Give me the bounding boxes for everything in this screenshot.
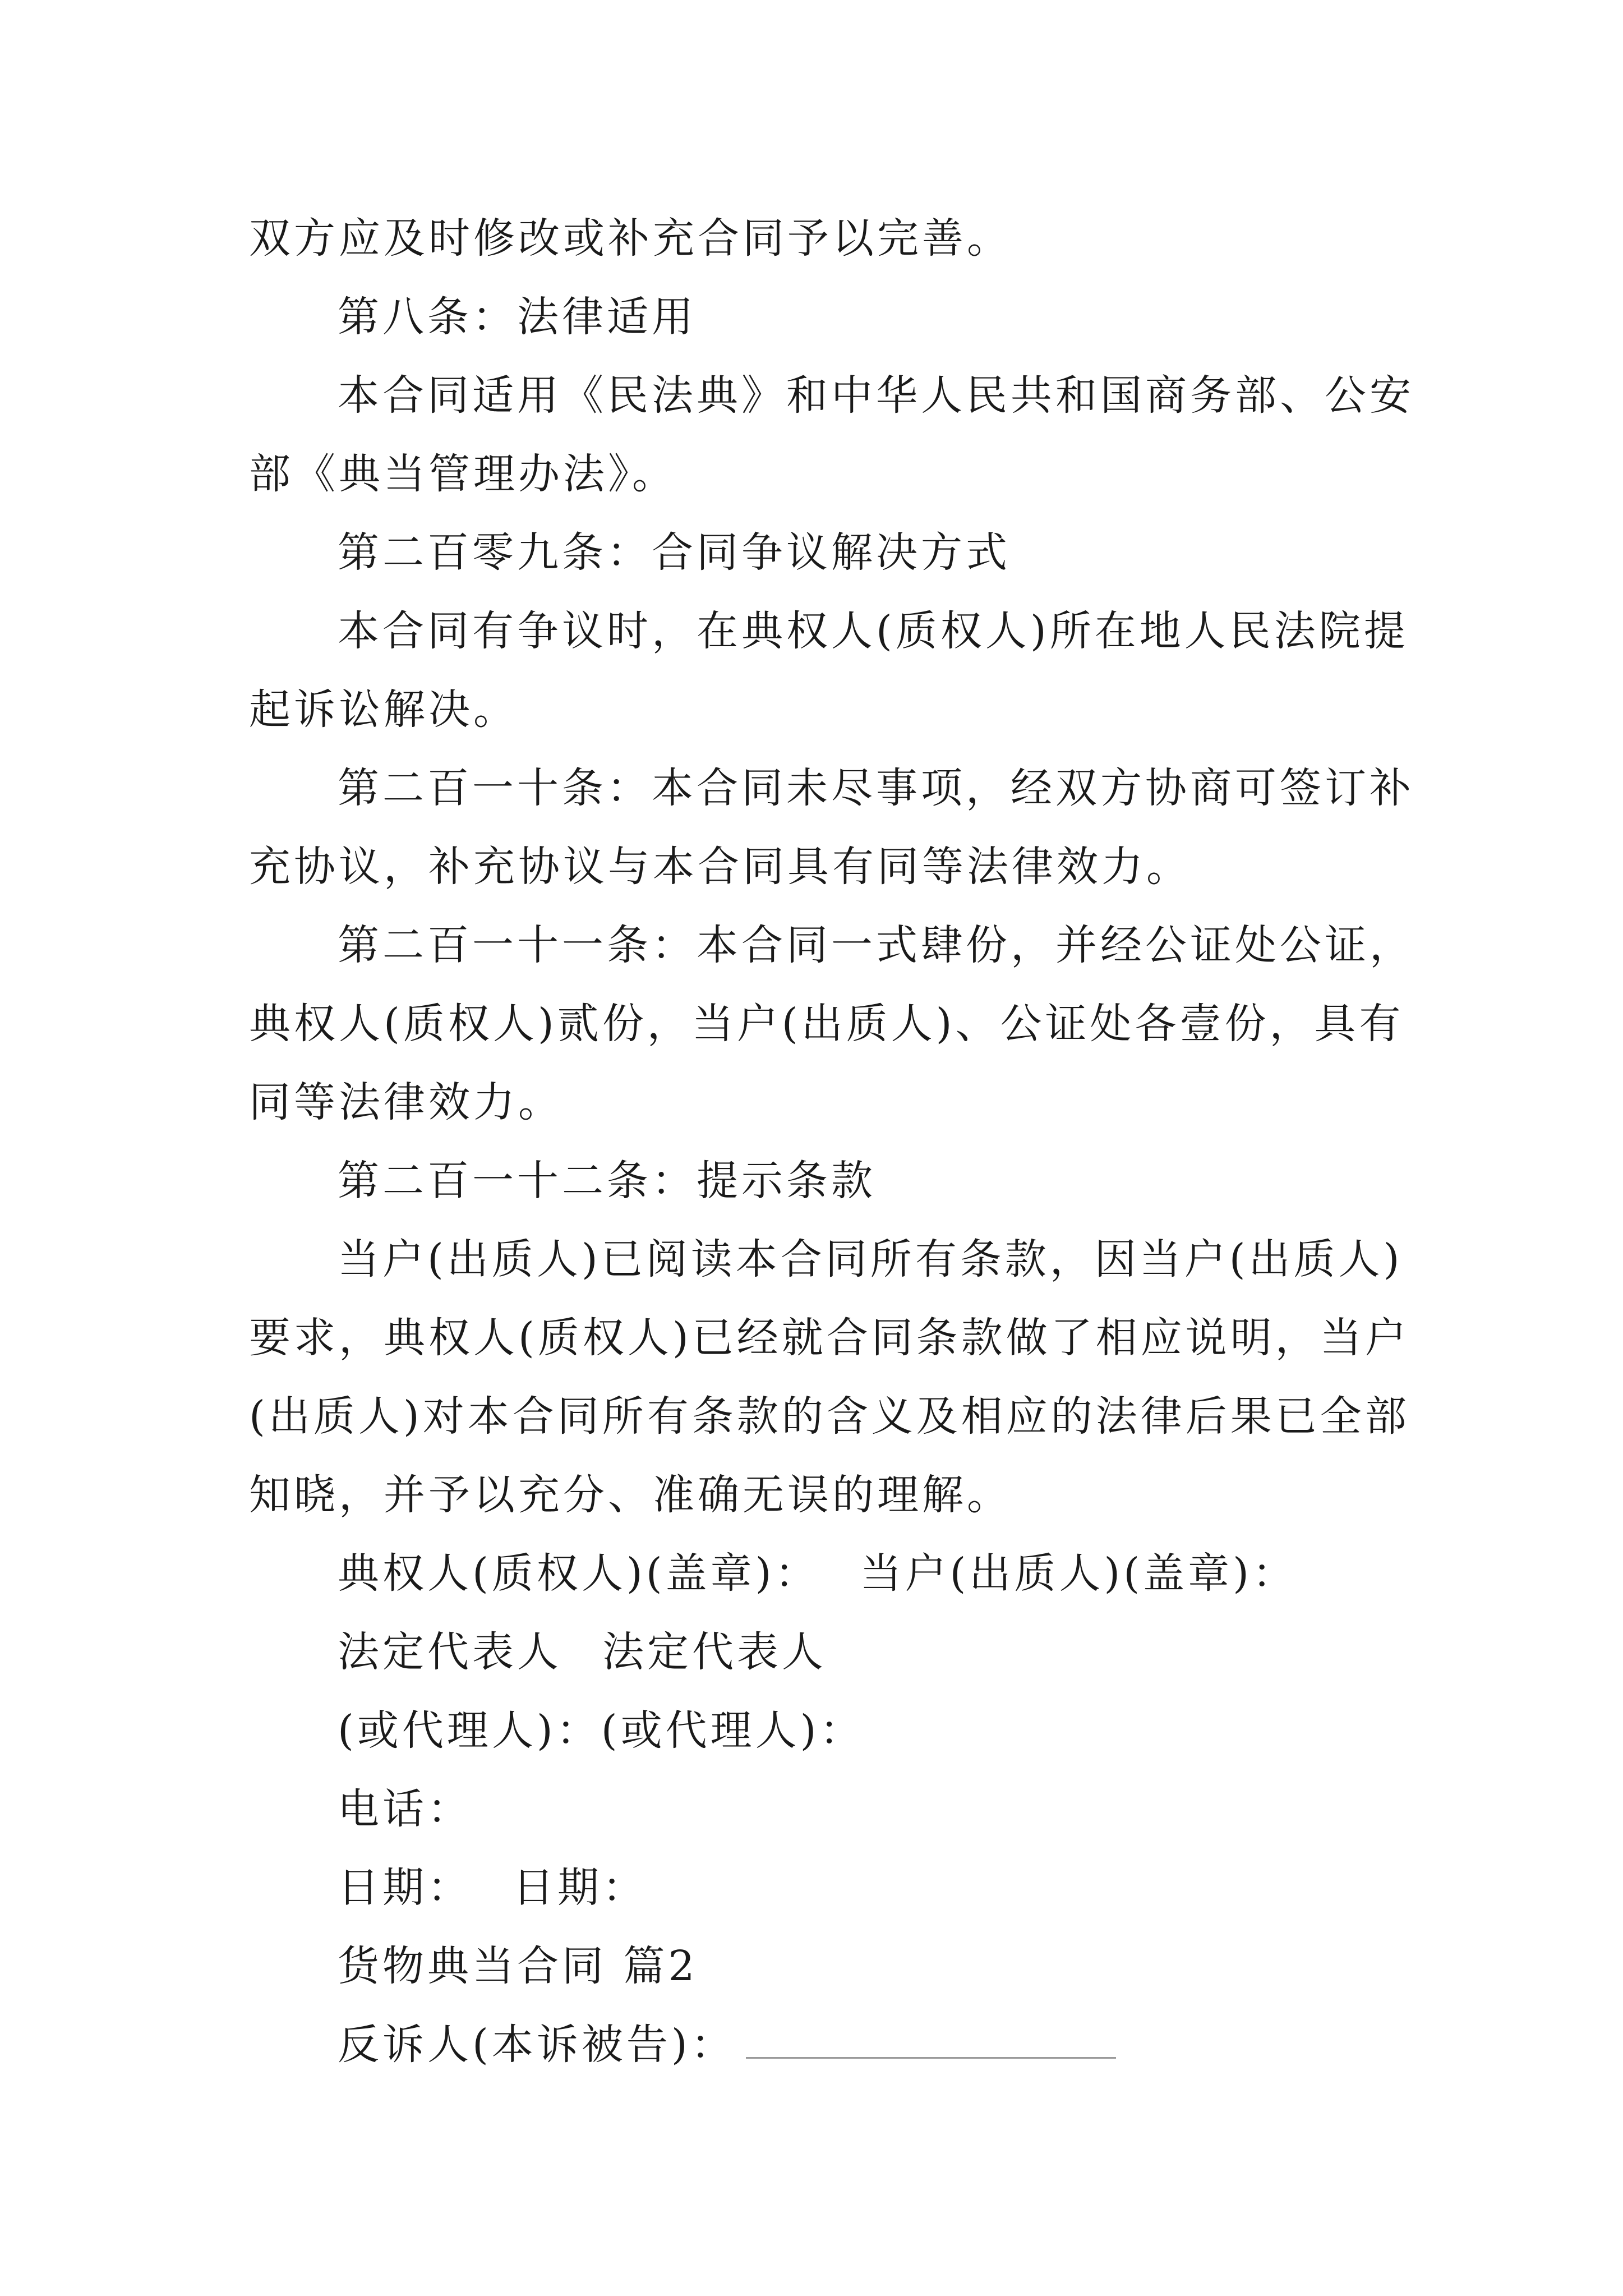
applicable-law-line-2: 部《典当管理办法》。 — [249, 450, 677, 498]
date-right-label: 日期： — [513, 1864, 647, 1912]
paragraph-continuation: 双方应及时修改或补充合同予以完善。 — [249, 214, 1012, 263]
date-left-label: 日期： — [338, 1864, 472, 1912]
document-body — [249, 199, 1414, 2084]
article-211-line-1: 第二百一十一条：本合同一式肆份，并经公证处公证， — [338, 921, 1414, 969]
notice-clause-line-3: (出质人)对本合同所有条款的含义及相应的法律后果已全部 — [249, 1392, 1410, 1441]
section-title: 货物典当合同 篇2 — [338, 1942, 698, 1990]
agent-line: (或代理人)：(或代理人)： — [338, 1706, 865, 1755]
notice-clause-line-1: 当户(出质人)已阅读本合同所有条款，因当户(出质人) — [338, 1235, 1403, 1283]
phone-line: 电话： — [338, 1785, 472, 1833]
article-209-heading: 第二百零九条：合同争议解决方式 — [338, 528, 1011, 577]
legal-rep-right-label: 法定代表人 — [602, 1628, 827, 1676]
legal-representative-line — [249, 1613, 1387, 1691]
dispute-resolution-line-1: 本合同有争议时，在典权人(质权人)所在地人民法院提 — [338, 607, 1409, 655]
applicable-law-line-1: 本合同适用《民法典》和中华人民共和国商务部、公安 — [338, 371, 1414, 420]
article-211-line-3: 同等法律效力。 — [249, 1078, 563, 1126]
pawnee-seal-label: 典权人(质权人)(盖章)： — [338, 1549, 820, 1598]
counterclaim-line — [249, 2005, 1387, 2084]
pawnor-seal-label: 当户(出质人)(盖章)： — [860, 1549, 1297, 1598]
counterclaim-label: 反诉人(本诉被告)： — [338, 2021, 736, 2069]
dispute-resolution-line-2: 起诉讼解决。 — [249, 685, 518, 734]
article-210-line-1: 第二百一十条：本合同未尽事项，经双方协商可签订补 — [338, 764, 1414, 812]
fill-in-blank — [746, 2055, 1116, 2059]
notice-clause-line-2: 要求，典权人(质权人)已经就合同条款做了相应说明，当户 — [249, 1314, 1410, 1362]
article-8-heading: 第八条：法律适用 — [338, 293, 697, 341]
signature-seal-line — [249, 1534, 1387, 1613]
article-211-line-2: 典权人(质权人)贰份，当户(出质人)、公证处各壹份，具有 — [249, 1000, 1404, 1048]
notice-clause-line-4: 知晓，并予以充分、准确无误的理解。 — [249, 1471, 1012, 1519]
article-212-heading: 第二百一十二条：提示条款 — [338, 1157, 876, 1205]
legal-rep-left-label: 法定代表人 — [338, 1628, 562, 1676]
date-line — [249, 1848, 1387, 1927]
article-210-line-2: 充协议，补充协议与本合同具有同等法律效力。 — [249, 843, 1191, 891]
